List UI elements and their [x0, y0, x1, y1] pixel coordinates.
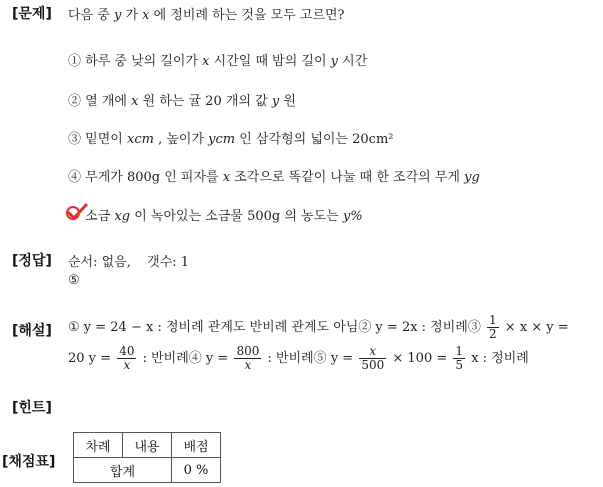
option-text: 소금 — [85, 209, 111, 224]
option-text: 이 녹아있는 소금물 500g 의 농도는 — [134, 209, 339, 224]
option-text: 시간 — [342, 54, 368, 69]
answer-value: ⑤ — [68, 273, 80, 288]
option-number: ① — [68, 54, 82, 69]
total-value: 0 % — [172, 458, 221, 483]
option-text: 인 삼각형의 넓이는 20cm² — [239, 132, 394, 147]
option-4[interactable] — [68, 166, 480, 185]
option-text: 원 — [283, 94, 296, 109]
solution-text: : 반비례④ y = — [142, 351, 229, 366]
question-post: 에 정비례 하는 것을 모두 고르면? — [153, 8, 345, 23]
option-3[interactable] — [68, 128, 394, 147]
scoresheet-total-row — [74, 458, 221, 483]
option-var: ycm — [208, 132, 236, 147]
option-var: y% — [342, 209, 363, 224]
total-label: 합계 — [74, 458, 172, 483]
option-var: x — [131, 94, 139, 109]
solution-text: × x × y = — [504, 320, 569, 335]
option-number: ② — [68, 94, 82, 109]
option-2[interactable] — [68, 90, 296, 109]
option-var: xg — [114, 209, 131, 224]
option-var: y — [271, 94, 280, 109]
option-text: , 높이가 — [158, 132, 205, 147]
option-text: 시간일 때 밤의 길이 — [213, 54, 327, 69]
option-5[interactable] — [68, 205, 363, 224]
answer-order: 순서: 없음, — [68, 255, 131, 270]
option-number: ③ — [68, 132, 82, 147]
header-score: 배점 — [172, 433, 221, 458]
fraction-den: x — [244, 358, 252, 372]
scoresheet-label: [채점표] — [2, 454, 56, 470]
fraction-num: 1 — [489, 313, 497, 327]
answer-count: 갯수: 1 — [147, 255, 190, 270]
check-mark-icon — [66, 203, 88, 221]
solution-text: × 100 = — [392, 351, 448, 366]
option-var: xcm — [126, 132, 154, 147]
solution-label: [해설] — [12, 323, 52, 339]
option-text: 열 개에 — [85, 94, 127, 109]
answer-meta — [68, 251, 189, 270]
fraction-num: 40 — [119, 344, 135, 358]
option-1[interactable] — [68, 50, 367, 69]
fraction — [234, 345, 261, 372]
question-y: y — [113, 8, 122, 23]
fraction-num: x — [359, 345, 386, 359]
option-text: 조각으로 똑같이 나눌 때 한 조각의 무게 — [234, 170, 460, 185]
fraction-den: 2 — [489, 327, 497, 341]
fraction-den: x — [123, 358, 131, 372]
option-number: ④ — [68, 170, 82, 185]
question-text — [68, 4, 345, 23]
solution-text: x : 정비례 — [471, 351, 529, 366]
hint-label: [힌트] — [12, 400, 52, 416]
fraction — [117, 345, 136, 372]
scoresheet-table — [73, 432, 221, 483]
header-content: 내용 — [123, 433, 172, 458]
fraction-den: 5 — [455, 358, 464, 372]
solution-line-2 — [68, 345, 529, 372]
fraction — [359, 345, 386, 372]
solution-text: : 반비례⑤ y = — [267, 351, 354, 366]
fraction — [453, 345, 465, 372]
problem-label: [문제] — [12, 6, 52, 22]
fraction-num: 800 — [236, 344, 260, 358]
solution-text: ① y = 24 − x : 정비례 관계도 반비례 관계도 아님② y = 2x : 정비례③ — [68, 320, 481, 335]
option-text: 무게가 800g 인 피자를 — [85, 170, 219, 185]
question-mid: 가 — [125, 8, 139, 23]
answer-label: [정답] — [12, 253, 52, 269]
solution-line-1 — [68, 314, 569, 341]
question-pre: 다음 중 — [68, 8, 110, 23]
option-var: x — [222, 170, 231, 185]
option-var: y — [330, 54, 339, 69]
fraction-num: 1 — [455, 344, 464, 358]
option-text: 하루 중 낮의 길이가 — [85, 54, 199, 69]
fraction — [487, 314, 499, 341]
fraction-den: 500 — [361, 358, 385, 372]
option-var: x — [202, 54, 210, 69]
option-text: 원 하는 귤 20 개의 값 — [142, 94, 268, 109]
option-var: yg — [464, 170, 480, 185]
scoresheet-header-row — [74, 433, 221, 458]
option-text: 밑면이 — [85, 132, 123, 147]
question-x: x — [142, 8, 150, 23]
header-order: 차례 — [74, 433, 123, 458]
solution-text: 20 y = — [68, 351, 112, 366]
